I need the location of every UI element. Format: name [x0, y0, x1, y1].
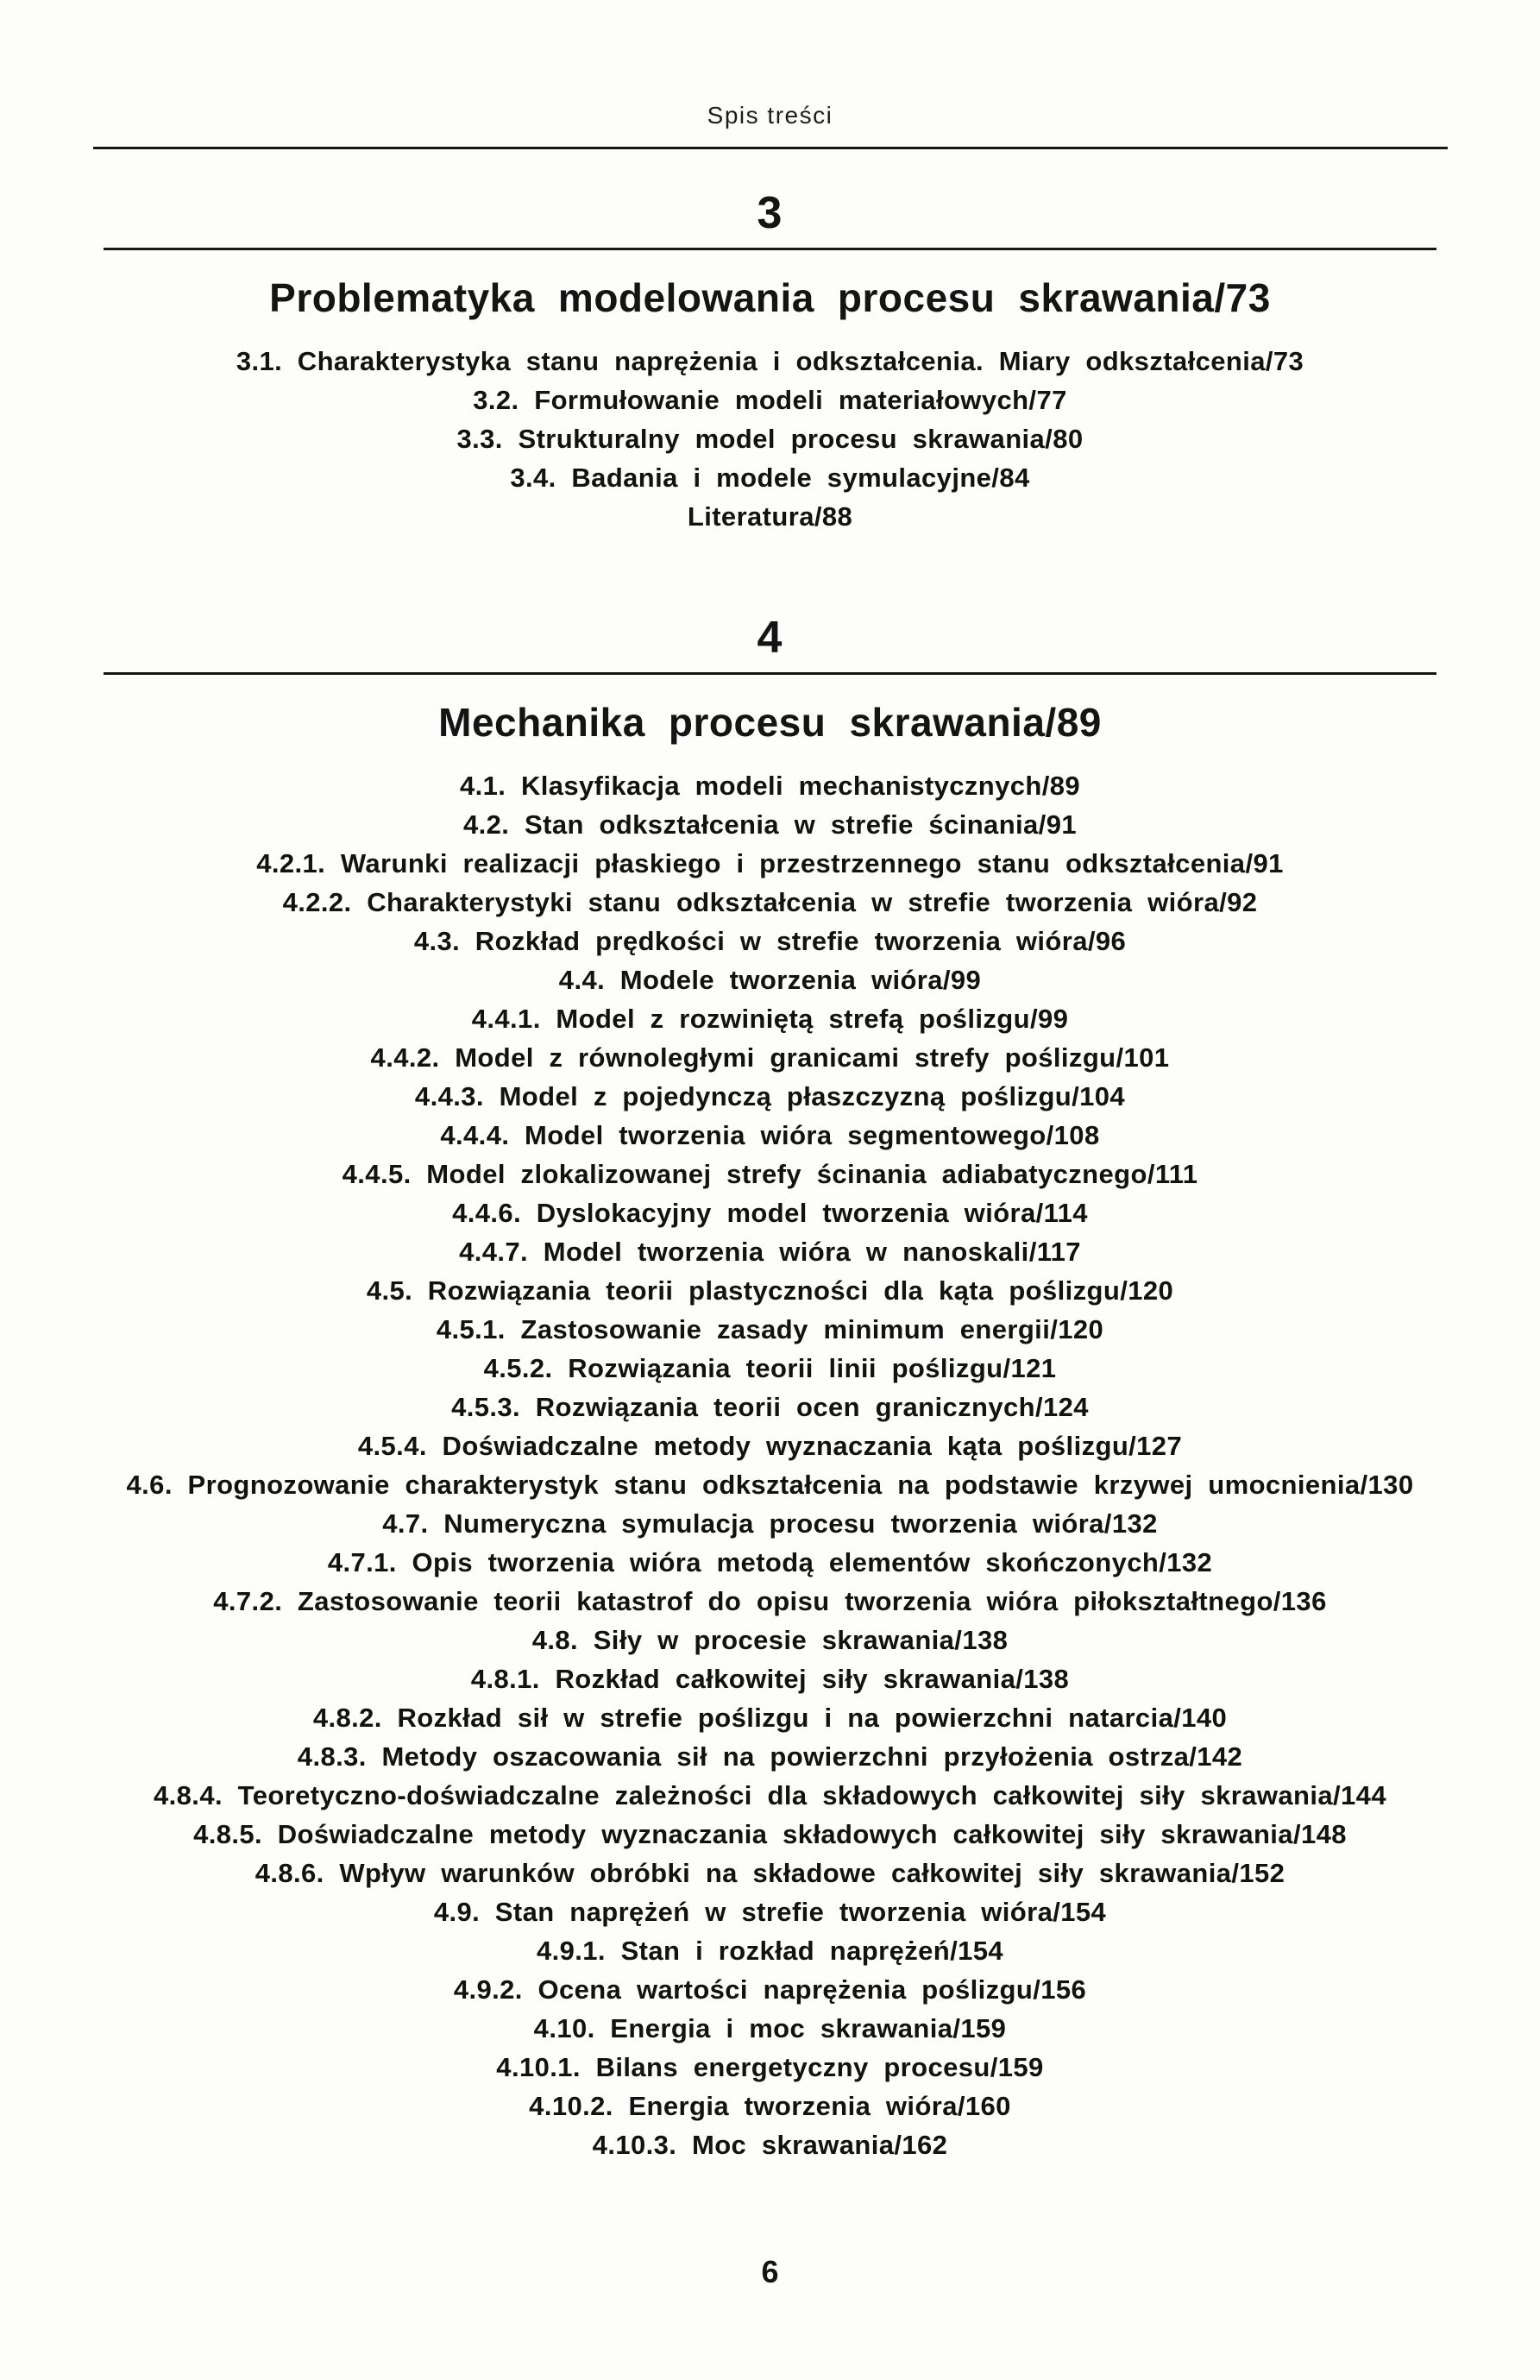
toc-entry: 4.4.7. Model tworzenia wióra w nanoskali/117: [459, 1237, 1081, 1267]
toc-entry: 3.1. Charakterystyka stanu naprężenia i odkształcenia. Miary odkształcenia/73: [236, 346, 1304, 376]
toc-entry: 4.5.4. Doświadczalne metody wyznaczania kąta poślizgu/127: [357, 1431, 1183, 1461]
toc-entry: 4.9.2. Ocena wartości naprężenia poślizgu/156: [453, 1974, 1087, 2005]
running-head: Spis treści: [707, 102, 833, 129]
page-number: 6: [761, 2254, 779, 2289]
chapter-section-3: [0, 188, 1540, 536]
header-rule: [93, 147, 1448, 149]
toc-entry: 4.8. Siły w procesie skrawania/138: [531, 1625, 1009, 1655]
toc-entry: 4.1. Klasyfikacja modeli mechanistycznych/89: [459, 771, 1081, 801]
toc-entry: 4.4. Modele tworzenia wióra/99: [558, 965, 982, 995]
toc-entry: 3.4. Badania i modele symulacyjne/84: [510, 463, 1030, 493]
toc-entry: 3.2. Formułowanie modeli materiałowych/77: [473, 385, 1067, 415]
toc-entry: 4.9.1. Stan i rozkład naprężeń/154: [536, 1936, 1004, 1966]
toc-entry: 4.8.6. Wpływ warunków obróbki na składowe całkowitej siły skrawania/152: [255, 1858, 1285, 1888]
toc-entry: 4.4.1. Model z rozwiniętą strefą poślizgu/99: [471, 1004, 1069, 1034]
toc-entry: 4.10.1. Bilans energetyczny procesu/159: [496, 2052, 1044, 2082]
toc-entry: 4.5.3. Rozwiązania teorii ocen granicznych/124: [451, 1392, 1089, 1422]
toc-entry: 4.8.5. Doświadczalne metody wyznaczania składowych całkowitej siły skrawania/148: [193, 1819, 1347, 1849]
toc-entry: 4.7.2. Zastosowanie teorii katastrof do opisu tworzenia wióra piłokształtnego/136: [213, 1586, 1327, 1616]
toc-entry: 4.4.2. Model z równoległymi granicami strefy poślizgu/101: [370, 1042, 1170, 1073]
toc-entry: 4.4.5. Model zlokalizowanej strefy ścinania adiabatycznego/111: [342, 1159, 1198, 1189]
toc-entry: 4.7. Numeryczna symulacja procesu tworzenia wióra/132: [382, 1508, 1158, 1539]
toc-entry: 4.4.3. Model z pojedynczą płaszczyzną poślizgu/104: [414, 1081, 1126, 1111]
chapter-number: 3: [757, 188, 783, 238]
toc-entry: 4.10.2. Energia tworzenia wióra/160: [529, 2091, 1011, 2121]
toc-entry: 4.5.1. Zastosowanie zasady minimum energii/120: [436, 1314, 1104, 1344]
chapter-section-4: [0, 615, 1540, 2164]
chapter-number: 4: [757, 613, 783, 663]
toc-entry: 4.3. Rozkład prędkości w strefie tworzenia wióra/96: [413, 926, 1127, 956]
toc-entry: 4.4.6. Dyslokacyjny model tworzenia wióra/114: [452, 1198, 1088, 1228]
toc-entry: 4.2.1. Warunki realizacji płaskiego i przestrzennego stanu odkształcenia/91: [256, 848, 1284, 878]
toc-entry: 4.5.2. Rozwiązania teorii linii poślizgu/121: [483, 1353, 1057, 1383]
chapter-rule: [104, 248, 1436, 250]
toc-entry: 4.9. Stan naprężeń w strefie tworzenia wióra/154: [433, 1897, 1107, 1927]
toc-entry: 4.6. Prognozowanie charakterystyk stanu odkształcenia na podstawie krzywej umocnienia/130: [126, 1470, 1414, 1500]
chapter-title: Mechanika procesu skrawania/89: [438, 700, 1102, 745]
toc-entry: 4.2.2. Charakterystyki stanu odkształcenia w strefie tworzenia wióra/92: [282, 887, 1258, 917]
toc-entry: 4.8.3. Metody oszacowania sił na powierzchni przyłożenia ostrza/142: [297, 1741, 1243, 1772]
toc-entries-chapter-3: [0, 342, 1540, 536]
toc-entry: 3.3. Strukturalny model procesu skrawania/80: [456, 424, 1084, 454]
toc-entry: 4.8.1. Rozkład całkowitej siły skrawania/138: [470, 1664, 1070, 1694]
chapter-rule: [104, 672, 1436, 675]
toc-entry: 4.5. Rozwiązania teorii plastyczności dla kąta poślizgu/120: [366, 1275, 1174, 1306]
toc-entry: 4.10. Energia i moc skrawania/159: [533, 2013, 1007, 2043]
toc-entry: Literatura/88: [687, 501, 853, 532]
toc-entry: 4.4.4. Model tworzenia wióra segmentowego/108: [440, 1120, 1100, 1150]
toc-entries-chapter-4: [0, 766, 1540, 2164]
toc-entry: 4.2. Stan odkształcenia w strefie ścinania/91: [463, 809, 1077, 840]
toc-entry: 4.7.1. Opis tworzenia wióra metodą elementów skończonych/132: [327, 1547, 1213, 1577]
chapter-title: Problematyka modelowania procesu skrawania/73: [269, 275, 1271, 320]
toc-entry: 4.8.2. Rozkład sił w strefie poślizgu i na powierzchni natarcia/140: [312, 1703, 1228, 1733]
toc-entry: 4.8.4. Teoretyczno-doświadczalne zależności dla składowych całkowitej siły skrawania/144: [154, 1780, 1386, 1810]
toc-entry: 4.10.3. Moc skrawania/162: [592, 2130, 948, 2160]
